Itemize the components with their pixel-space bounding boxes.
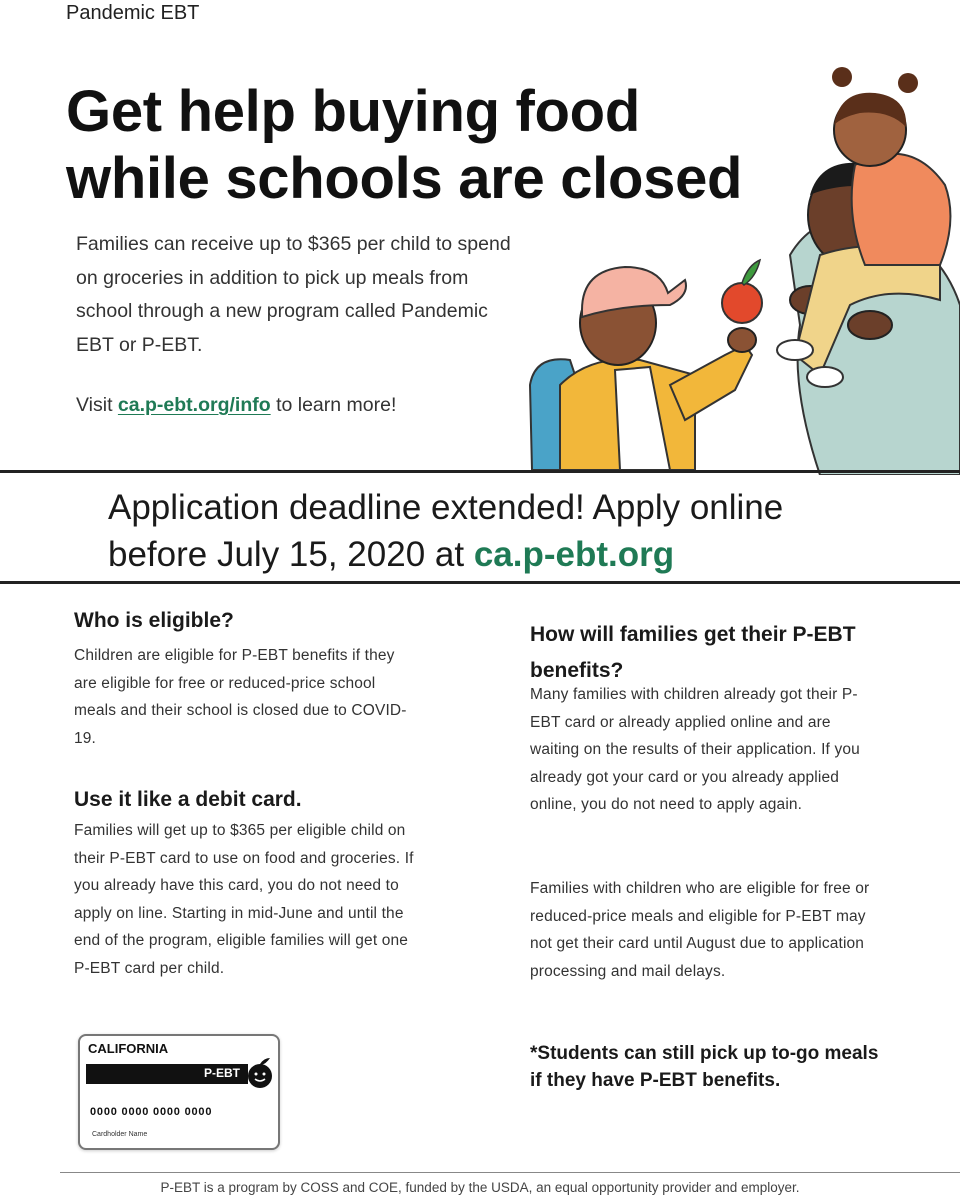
deadline-line-2-prefix: before July 15, 2020 at: [108, 535, 474, 574]
how-heading: How will families get their P-EBT benefits?: [530, 623, 856, 682]
page-header-label: Pandemic EBT: [66, 2, 200, 24]
man-hand-right: [848, 311, 892, 339]
card-state: CALIFORNIA: [88, 1041, 169, 1056]
card-number: 0000 0000 0000 0000: [90, 1106, 213, 1118]
card-bar: [86, 1064, 248, 1084]
headline-line-2: while schools are closed: [66, 146, 743, 211]
visit-line: [76, 394, 396, 417]
visit-prefix: Visit: [76, 394, 118, 416]
girl-shoe-left: [777, 340, 813, 360]
deadline-line-2: [108, 531, 928, 578]
apply-link[interactable]: ca.p-ebt.org: [473, 535, 675, 574]
card-brand: P-EBT: [204, 1066, 240, 1080]
intro-paragraph: Families can receive up to $365 per child to spend on groceries in addition to pick up meals from school through a new program called Pandemic EBT or P-EBT.: [76, 233, 511, 356]
boy-hand: [728, 328, 756, 352]
girl-bun-left: [832, 67, 852, 87]
how-body-2: Families with children who are eligible for free or reduced-price meals and eligible for P-EBT may not get their card until August due to application processing and mail delays.: [530, 880, 870, 980]
family-illustration: [520, 55, 960, 475]
to-go-meals-note: *Students can still pick up to-go meals if they have P-EBT benefits.: [530, 1043, 879, 1091]
visit-suffix: to learn more!: [270, 394, 397, 416]
girl-shoe-right: [807, 367, 843, 387]
pebt-card: [78, 1034, 280, 1150]
deadline-line-1: Application deadline extended! Apply online: [108, 488, 784, 527]
card-holder: Cardholder Name: [92, 1131, 148, 1138]
girl-bun-right: [898, 73, 918, 93]
card-apple-icon: [246, 1056, 274, 1090]
info-link[interactable]: ca.p-ebt.org/info: [117, 394, 271, 416]
footer-divider: [60, 1172, 960, 1173]
footer-text: P-EBT is a program by COSS and COE, funded by the USDA, an equal opportunity provider and employer.: [160, 1180, 800, 1195]
bottom-divider: [0, 581, 960, 584]
top-divider: [0, 470, 960, 473]
headline-line-1: Get help buying food: [66, 79, 640, 144]
eligible-body: Children are eligible for P-EBT benefits if they are eligible for free or reduced-price school meals and their school is closed due to COVID-19.: [74, 647, 407, 747]
debit-heading: Use it like a debit card.: [74, 788, 302, 811]
girl-body: [852, 154, 951, 265]
apple-icon: [722, 283, 762, 323]
deadline-banner: [108, 484, 928, 578]
debit-body: Families will get up to $365 per eligible child on their P-EBT card to use on food and groceries. If you already have this card, you do not need to apply on line. Starting in mid-June and until the end of the program, eligible families will get one P-EBT card per child.: [74, 822, 414, 977]
boy-arm: [670, 345, 752, 420]
apple-leaf: [742, 260, 760, 285]
how-body-1: Many families with children already got their P-EBT card or already applied online and are waiting on the results of their application. If you already got your card or you already applied online, you do not need to apply again.: [530, 686, 860, 813]
eligible-heading: Who is eligible?: [74, 609, 234, 632]
